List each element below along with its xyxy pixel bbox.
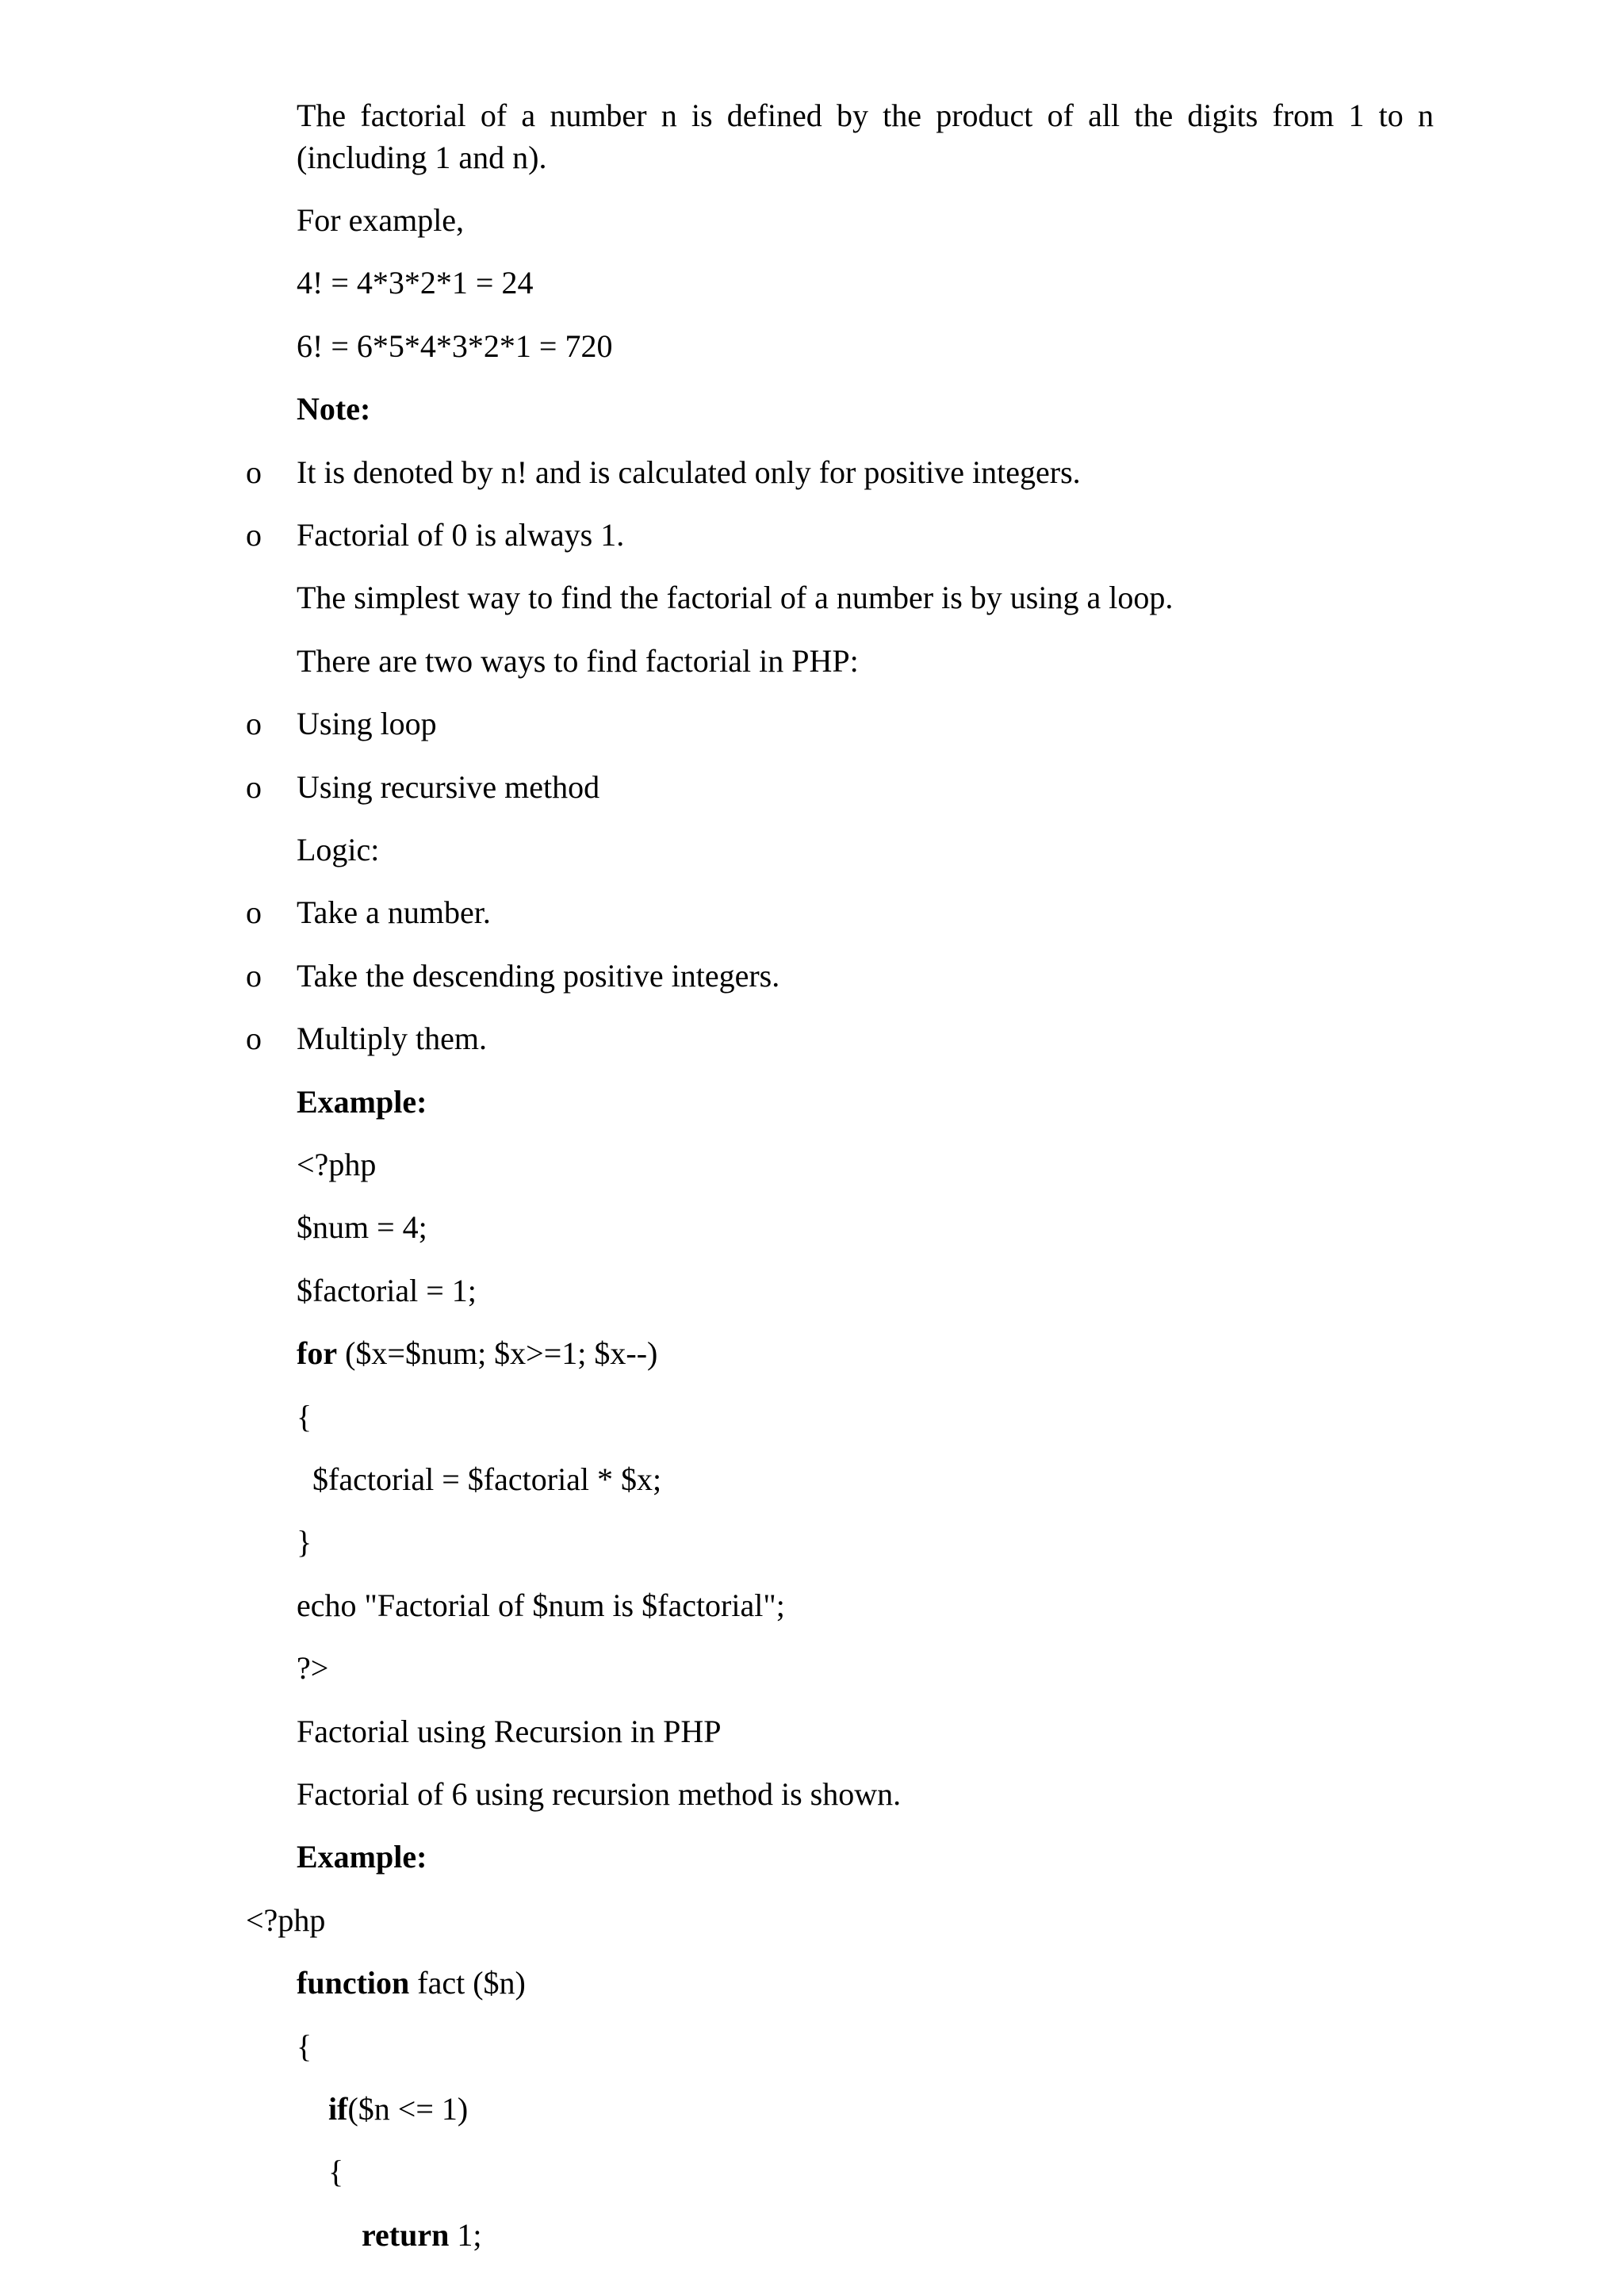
code-line: { (328, 2154, 344, 2189)
code-line-function (297, 1963, 526, 2003)
code-line: ?> (297, 1650, 329, 1686)
bullet-marker: o (246, 706, 262, 741)
example-heading: Example: (297, 1839, 427, 1875)
code-keyword: if (328, 2091, 348, 2127)
code-line-return (362, 2215, 481, 2255)
intro-line-2: (including 1 and n). (297, 140, 547, 175)
code-line: { (297, 2028, 312, 2064)
way-item: Using recursive method (297, 769, 600, 805)
code-line: $num = 4; (297, 1209, 427, 1245)
bullet-marker: o (246, 1021, 262, 1056)
recursion-title: Factorial using Recursion in PHP (297, 1714, 722, 1749)
code-line: } (297, 1524, 312, 1560)
example-4-factorial: 4! = 4*3*2*1 = 24 (297, 265, 534, 301)
logic-heading: Logic: (297, 832, 380, 867)
recursion-desc: Factorial of 6 using recursion method is shown. (297, 1776, 902, 1812)
code-line-for (297, 1334, 657, 1373)
code-keyword: return (362, 2217, 450, 2253)
code-keyword: for (297, 1335, 338, 1371)
logic-item: Multiply them. (297, 1021, 487, 1056)
code-line: $factorial = 1; (297, 1273, 477, 1308)
code-text: fact ($n) (409, 1965, 526, 2001)
code-line: echo "Factorial of $num is $factorial"; (297, 1587, 785, 1623)
code-keyword: function (297, 1965, 410, 2001)
code-line-if (328, 2089, 468, 2129)
note-item: Factorial of 0 is always 1. (297, 517, 625, 553)
bullet-marker: o (246, 454, 262, 490)
note-heading: Note: (297, 391, 371, 427)
logic-item: Take a number. (297, 894, 491, 930)
code-line: $factorial = $factorial * $x; (312, 1461, 662, 1497)
code-text: ($x=$num; $x>=1; $x--) (337, 1335, 658, 1371)
bullet-marker: o (246, 958, 262, 994)
bullet-marker: o (246, 517, 262, 553)
code-text: 1; (449, 2217, 482, 2253)
note-item: It is denoted by n! and is calculated only for positive integers. (297, 454, 1081, 490)
code-text: ($n <= 1) (347, 2091, 469, 2127)
example-heading: Example: (297, 1084, 427, 1120)
bullet-marker: o (246, 894, 262, 930)
bullet-marker: o (246, 769, 262, 805)
code-line: { (297, 1399, 312, 1434)
simplest-way-text: The simplest way to find the factorial of a number is by using a loop. (297, 580, 1174, 615)
two-ways-text: There are two ways to find factorial in PHP: (297, 643, 859, 679)
intro-line-1: The factorial of a number n is defined by the product of all the digits from 1 to n (297, 98, 1434, 133)
code-line: <?php (297, 1147, 377, 1182)
for-example-text: For example, (297, 202, 465, 238)
way-item: Using loop (297, 706, 437, 741)
logic-item: Take the descending positive integers. (297, 958, 780, 994)
code-line: <?php (246, 1902, 326, 1938)
example-6-factorial: 6! = 6*5*4*3*2*1 = 720 (297, 328, 613, 364)
